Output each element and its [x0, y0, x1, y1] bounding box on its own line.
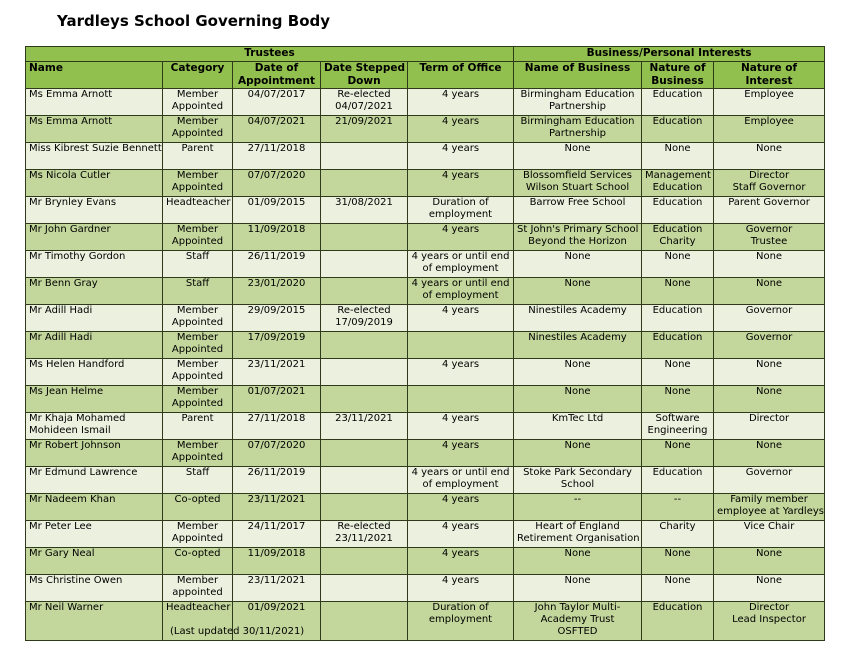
- cell-appointment-date: 07/07/2020: [233, 170, 321, 197]
- cell-name: Mr Brynley Evans: [26, 197, 163, 224]
- cell-stepped-down-date: Re-elected 23/11/2021: [321, 521, 408, 548]
- cell-name: Mr Adill Hadi: [26, 332, 163, 359]
- cell-stepped-down-date: [321, 278, 408, 305]
- table-row: [26, 89, 825, 116]
- cell-name: Mr John Gardner: [26, 224, 163, 251]
- cell-nature-of-business: None: [642, 143, 714, 170]
- cell-name: Mr Nadeem Khan: [26, 494, 163, 521]
- cell-nature-of-interest: Family member employee at Yardleys: [714, 494, 825, 521]
- cell-appointment-date: 04/07/2021: [233, 116, 321, 143]
- cell-nature-of-interest: Governor Trustee: [714, 224, 825, 251]
- cell-nature-of-business: Education: [642, 305, 714, 332]
- cell-nature-of-business: Education: [642, 89, 714, 116]
- cell-term-of-office: 4 years: [408, 575, 514, 602]
- cell-category: Headteacher: [163, 197, 233, 224]
- cell-category: Member Appointed: [163, 89, 233, 116]
- table-row: [26, 575, 825, 602]
- table-row: [26, 332, 825, 359]
- cell-stepped-down-date: [321, 494, 408, 521]
- cell-category: Parent: [163, 143, 233, 170]
- table-row: [26, 413, 825, 440]
- cell-nature-of-business: None: [642, 251, 714, 278]
- cell-category: Member Appointed: [163, 116, 233, 143]
- cell-business-name: --: [514, 494, 642, 521]
- cell-appointment-date: 29/09/2015: [233, 305, 321, 332]
- table-row: [26, 278, 825, 305]
- cell-name: Mr Gary Neal: [26, 548, 163, 575]
- cell-term-of-office: 4 years: [408, 494, 514, 521]
- col-header-term: Term of Office: [408, 62, 514, 89]
- cell-nature-of-interest: None: [714, 251, 825, 278]
- cell-business-name: Birmingham Education Partnership: [514, 116, 642, 143]
- cell-stepped-down-date: [321, 224, 408, 251]
- cell-nature-of-business: Education: [642, 332, 714, 359]
- cell-business-name: John Taylor Multi- Academy Trust OSFTED: [514, 602, 642, 641]
- cell-appointment-date: 01/07/2021: [233, 386, 321, 413]
- cell-nature-of-business: Education Charity: [642, 224, 714, 251]
- cell-nature-of-interest: Director Staff Governor: [714, 170, 825, 197]
- cell-term-of-office: 4 years: [408, 170, 514, 197]
- cell-category: Co-opted: [163, 494, 233, 521]
- cell-business-name: None: [514, 440, 642, 467]
- table-row: [26, 548, 825, 575]
- cell-nature-of-business: Charity: [642, 521, 714, 548]
- cell-nature-of-business: None: [642, 278, 714, 305]
- cell-business-name: None: [514, 359, 642, 386]
- cell-term-of-office: [408, 332, 514, 359]
- trustees-group-header: Trustees: [26, 47, 514, 62]
- cell-nature-of-interest: None: [714, 548, 825, 575]
- cell-nature-of-interest: Vice Chair: [714, 521, 825, 548]
- cell-business-name: St John's Primary School Beyond the Horizon: [514, 224, 642, 251]
- cell-stepped-down-date: [321, 467, 408, 494]
- cell-nature-of-business: None: [642, 548, 714, 575]
- cell-category: Member Appointed: [163, 359, 233, 386]
- cell-term-of-office: [408, 386, 514, 413]
- cell-appointment-date: 26/11/2019: [233, 251, 321, 278]
- cell-name: Ms Emma Arnott: [26, 89, 163, 116]
- cell-stepped-down-date: Re-elected 04/07/2021: [321, 89, 408, 116]
- table-row: [26, 251, 825, 278]
- cell-business-name: Heart of England Retirement Organisation: [514, 521, 642, 548]
- col-header-stepped-down: Date Stepped Down: [321, 62, 408, 89]
- cell-category: Member Appointed: [163, 170, 233, 197]
- cell-category: Headteacher: [163, 602, 233, 641]
- table-row: [26, 602, 825, 641]
- cell-category: Member Appointed: [163, 440, 233, 467]
- cell-name: Mr Khaja Mohamed Mohideen Ismail: [26, 413, 163, 440]
- cell-nature-of-interest: None: [714, 359, 825, 386]
- cell-name: Ms Nicola Cutler: [26, 170, 163, 197]
- cell-name: Ms Christine Owen: [26, 575, 163, 602]
- cell-term-of-office: Duration of employment: [408, 602, 514, 641]
- cell-name: Mr Edmund Lawrence: [26, 467, 163, 494]
- cell-stepped-down-date: 23/11/2021: [321, 413, 408, 440]
- cell-appointment-date: 01/09/2021: [233, 602, 321, 641]
- cell-stepped-down-date: 31/08/2021: [321, 197, 408, 224]
- cell-term-of-office: 4 years or until end of employment: [408, 467, 514, 494]
- cell-nature-of-business: Software Engineering: [642, 413, 714, 440]
- cell-category: Member Appointed: [163, 521, 233, 548]
- cell-term-of-office: 4 years: [408, 548, 514, 575]
- cell-appointment-date: 23/11/2021: [233, 359, 321, 386]
- cell-nature-of-business: None: [642, 386, 714, 413]
- cell-business-name: None: [514, 386, 642, 413]
- cell-stepped-down-date: Re-elected 17/09/2019: [321, 305, 408, 332]
- cell-category: Staff: [163, 467, 233, 494]
- cell-term-of-office: 4 years or until end of employment: [408, 251, 514, 278]
- cell-appointment-date: 26/11/2019: [233, 467, 321, 494]
- cell-nature-of-interest: Employee: [714, 116, 825, 143]
- col-header-nature-business: Nature of Business: [642, 62, 714, 89]
- cell-appointment-date: 24/11/2017: [233, 521, 321, 548]
- cell-nature-of-business: None: [642, 359, 714, 386]
- cell-term-of-office: 4 years: [408, 89, 514, 116]
- cell-business-name: None: [514, 278, 642, 305]
- cell-nature-of-business: Education: [642, 602, 714, 641]
- cell-appointment-date: 27/11/2018: [233, 143, 321, 170]
- cell-category: Member Appointed: [163, 386, 233, 413]
- table-row: [26, 143, 825, 170]
- cell-appointment-date: 17/09/2019: [233, 332, 321, 359]
- col-header-appointment: Date of Appointment: [233, 62, 321, 89]
- cell-nature-of-business: --: [642, 494, 714, 521]
- cell-stepped-down-date: [321, 548, 408, 575]
- cell-term-of-office: 4 years: [408, 440, 514, 467]
- table-row: [26, 521, 825, 548]
- col-header-name: Name: [26, 62, 163, 89]
- cell-nature-of-interest: None: [714, 575, 825, 602]
- cell-appointment-date: 27/11/2018: [233, 413, 321, 440]
- table-row: [26, 494, 825, 521]
- cell-term-of-office: 4 years: [408, 116, 514, 143]
- cell-term-of-office: 4 years: [408, 224, 514, 251]
- cell-nature-of-interest: None: [714, 278, 825, 305]
- cell-term-of-office: 4 years: [408, 143, 514, 170]
- cell-business-name: Ninestiles Academy: [514, 332, 642, 359]
- cell-name: Mr Adill Hadi: [26, 305, 163, 332]
- cell-appointment-date: 04/07/2017: [233, 89, 321, 116]
- cell-stepped-down-date: [321, 386, 408, 413]
- cell-category: Staff: [163, 278, 233, 305]
- cell-nature-of-interest: None: [714, 440, 825, 467]
- cell-stepped-down-date: [321, 602, 408, 641]
- cell-business-name: Barrow Free School: [514, 197, 642, 224]
- cell-stepped-down-date: [321, 251, 408, 278]
- cell-business-name: None: [514, 548, 642, 575]
- table-row: [26, 224, 825, 251]
- cell-category: Member Appointed: [163, 332, 233, 359]
- cell-term-of-office: Duration of employment: [408, 197, 514, 224]
- table-row: [26, 305, 825, 332]
- cell-business-name: None: [514, 251, 642, 278]
- cell-nature-of-interest: Governor: [714, 467, 825, 494]
- cell-nature-of-interest: Parent Governor: [714, 197, 825, 224]
- table-row: [26, 359, 825, 386]
- cell-category: Parent: [163, 413, 233, 440]
- cell-nature-of-business: None: [642, 575, 714, 602]
- cell-nature-of-business: Education: [642, 197, 714, 224]
- cell-appointment-date: 23/11/2021: [233, 494, 321, 521]
- cell-stepped-down-date: [321, 332, 408, 359]
- cell-nature-of-interest: Governor: [714, 332, 825, 359]
- cell-category: Member Appointed: [163, 224, 233, 251]
- table-row: [26, 197, 825, 224]
- cell-business-name: None: [514, 143, 642, 170]
- cell-nature-of-interest: None: [714, 143, 825, 170]
- cell-appointment-date: 11/09/2018: [233, 224, 321, 251]
- cell-name: Ms Jean Helme: [26, 386, 163, 413]
- cell-term-of-office: 4 years: [408, 413, 514, 440]
- cell-appointment-date: 23/01/2020: [233, 278, 321, 305]
- cell-business-name: KmTec Ltd: [514, 413, 642, 440]
- table-row: [26, 116, 825, 143]
- cell-name: Miss Kibrest Suzie Bennett: [26, 143, 163, 170]
- cell-name: Ms Helen Handford: [26, 359, 163, 386]
- cell-appointment-date: 01/09/2015: [233, 197, 321, 224]
- cell-stepped-down-date: [321, 143, 408, 170]
- cell-stepped-down-date: [321, 170, 408, 197]
- cell-appointment-date: 23/11/2021: [233, 575, 321, 602]
- cell-category: Staff: [163, 251, 233, 278]
- cell-nature-of-interest: Governor: [714, 305, 825, 332]
- cell-name: Mr Timothy Gordon: [26, 251, 163, 278]
- cell-name: Mr Robert Johnson: [26, 440, 163, 467]
- last-updated-note: (Last updated 30/11/2021): [170, 626, 305, 637]
- cell-business-name: Birmingham Education Partnership: [514, 89, 642, 116]
- page-title: Yardleys School Governing Body: [57, 12, 331, 30]
- col-header-business: Name of Business: [514, 62, 642, 89]
- cell-category: Member Appointed: [163, 305, 233, 332]
- table-row: [26, 386, 825, 413]
- cell-business-name: Ninestiles Academy: [514, 305, 642, 332]
- cell-appointment-date: 11/09/2018: [233, 548, 321, 575]
- cell-name: Mr Peter Lee: [26, 521, 163, 548]
- cell-business-name: None: [514, 575, 642, 602]
- cell-category: Co-opted: [163, 548, 233, 575]
- cell-term-of-office: 4 years: [408, 359, 514, 386]
- cell-nature-of-interest: None: [714, 386, 825, 413]
- governing-body-table: [25, 46, 825, 641]
- cell-nature-of-interest: Employee: [714, 89, 825, 116]
- cell-stepped-down-date: [321, 440, 408, 467]
- cell-category: Member appointed: [163, 575, 233, 602]
- cell-appointment-date: 07/07/2020: [233, 440, 321, 467]
- cell-name: Mr Neil Warner: [26, 602, 163, 641]
- cell-stepped-down-date: [321, 359, 408, 386]
- cell-term-of-office: 4 years or until end of employment: [408, 278, 514, 305]
- cell-stepped-down-date: 21/09/2021: [321, 116, 408, 143]
- cell-term-of-office: 4 years: [408, 305, 514, 332]
- cell-name: Ms Emma Arnott: [26, 116, 163, 143]
- cell-nature-of-interest: Director: [714, 413, 825, 440]
- interests-group-header: Business/Personal Interests: [514, 47, 825, 62]
- col-header-nature-interest: Nature of Interest: [714, 62, 825, 89]
- table-row: [26, 467, 825, 494]
- cell-nature-of-interest: Director Lead Inspector: [714, 602, 825, 641]
- cell-nature-of-business: Education: [642, 116, 714, 143]
- cell-nature-of-business: Management Education: [642, 170, 714, 197]
- col-header-category: Category: [163, 62, 233, 89]
- table-row: [26, 170, 825, 197]
- cell-business-name: Stoke Park Secondary School: [514, 467, 642, 494]
- cell-nature-of-business: Education: [642, 467, 714, 494]
- table-row: [26, 440, 825, 467]
- cell-business-name: Blossomfield Services Wilson Stuart School: [514, 170, 642, 197]
- cell-nature-of-business: None: [642, 440, 714, 467]
- cell-stepped-down-date: [321, 575, 408, 602]
- cell-name: Mr Benn Gray: [26, 278, 163, 305]
- cell-term-of-office: 4 years: [408, 521, 514, 548]
